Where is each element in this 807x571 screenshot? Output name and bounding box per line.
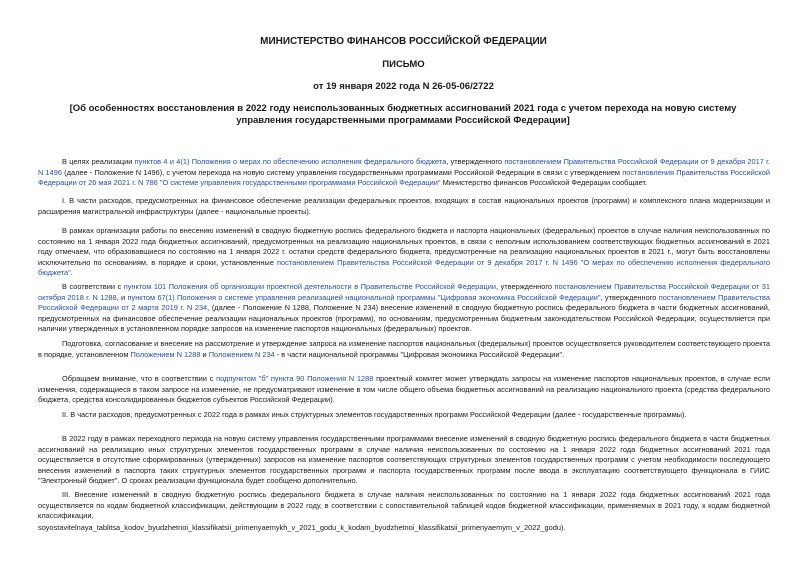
paragraph-section-2: II. В части расходов, предусмотренных с 2022 года в рамках иных структурных элементов государственных программ Российской Федерации (далее - государственные программы).	[62, 410, 687, 419]
paragraph-request-preparation: Подготовка, согласование и внесение на рассмотрение и утверждение запроса на изменение паспортов национальных (федеральных) проектов осуществляется руководителем соответствующего проекта в порядке, установленном Положением N 1288 и Положением N 234 - в части национальной программы "Цифровая экономика Российской Федерации".	[38, 339, 770, 359]
ministry-heading: МИНИСТЕРСТВО ФИНАНСОВ РОССИЙСКОЙ ФЕДЕРАЦИИ	[260, 36, 547, 47]
link-point-101[interactable]: пунктом 101 Положения об организации проектной деятельности в Правительстве Российской Федерации	[123, 282, 496, 291]
link-subpoint-b-90[interactable]: подпунктом "б" пункта 90 Положения N 1288	[216, 374, 374, 383]
paragraph-project-activity: В соответствии с пунктом 101 Положения об организации проектной деятельности в Правительстве Российской Федерации, утвержденного постановлением Правительства Российской Федерации от 31 октября 2018 г. N 1288, и пунктом 67(1) Положения о системе управления реализацией национальной программы "Цифровая экономика Российской Федерации", утвержденного постановлением Правительства Российской Федерации от 2 марта 2019 г. N 234, (далее - Положение N 1288, Положение N 234) внесение изменений в сводную бюджетную роспись федерального бюджета в части бюджетных ассигнований, предусмотренных на финансовое обеспечение реализации национальных проектов (программ), по основаниям, предусмотренным бюджетным законодательством Российской Федерации, осуществляется при наличии утвержденных в установленном порядке запросов на изменение паспортов национальных (федеральных) проектов.	[38, 282, 771, 333]
paragraph-section-3: III. Внесение изменений в сводную бюджетную роспись федерального бюджета в случае наличия неиспользованных по состоянию на 1 января 2022 года бюджетных ассигнований 2021 года осуществляется по кодам бюджетной классификации, действующим в 2022 году, в соответствии с сопоставительной таблицей кодов бюджетной классификации, применяемых в 2021 году, к кодам бюджетной классификации,	[38, 490, 770, 520]
link-point-67-1[interactable]: пунктом 67(1) Положения о системе управления реализацией национальной программы "Цифровая экономика Российской Федерации"	[127, 292, 601, 302]
paragraph-transition-period: В 2022 году в рамках переходного периода на новую систему управления государственными программами внесение изменений в сводную бюджетную роспись федерального бюджета в части бюджетных ассигнований на реализацию иных структурных элементов государственных программ в случае наличия неиспользованных по состоянию на 1 января 2022 года бюджетных ассигнований 2021 года осуществляется в отсутствие сформированных (утвержденных) запросов на изменение паспортов соответствующих структурных элементов государственных программ с учетом необходимости последующего внесения изменений в паспорта таких структурных элементов государственных программ и паспорта государственных программ после ввода в эксплуатацию соответствующего функционала в ГИИС "Электронный бюджет". О сроках реализации функционала будет сообщено дополнительно.	[38, 434, 770, 485]
paragraph-attention: Обращаем внимание, что в соответствии с подпунктом "б" пункта 90 Положения N 1288 проектный комитет может утверждать запросы на изменение паспортов национальных проектов, в случае если изменения, содержащиеся в таком запросе на изменение, не предусматривают изменение в том числе общего объема бюджетных ассигнований на реализацию национального проекта (средства федерального бюджета, средства консолидированных бюджетов субъектов Российской Федерации).	[38, 374, 770, 404]
link-decree-1496[interactable]: постановлением Правительства Российской Федерации от 9 декабря 2017 г. N 1496	[38, 157, 771, 177]
link-decree-234[interactable]: постановлением Правительства Российской Федерации от 2 марта 2019 г. N 234	[38, 292, 771, 312]
link-decree-1288[interactable]: постановлением Правительства Российской Федерации от 31 октября 2018 г. N 1288	[38, 282, 771, 302]
link-decree-1496-measures[interactable]: постановлением Правительства Российской Федерации от 9 декабря 2017 г. N 1496 "О мерах по обеспечению исполнения федерального бюджета"	[38, 257, 770, 277]
link-regulation-points[interactable]: пунктов 4 и 4(1) Положения о мерах по обеспечению исполнения федерального бюджета	[134, 157, 447, 166]
paragraph-budget-reallocation: В рамках организации работы по внесению изменений в сводную бюджетную роспись федерального бюджета и паспорта национальных (федеральных) проектов в случае наличия неиспользованных по состоянию на 1 января 2022 года бюджетных ассигнований, предусмотренных на реализацию национальных проектов, в связи с неполным использованием соответствующих бюджетных ассигнований в 2021 году отмечаем, что образовавшиеся по состоянию на 1 января 2022 г. остатки средств федерального бюджета, предусмотренные на реализацию национальных проектов в 2021 г., могут быть восстановлены исключительно по основаниям, в порядке и сроки, установленные постановлением Правительства Российской Федерации от 9 декабря 2017 г. N 1496 "О мерах по обеспечению исполнения федерального бюджета".	[38, 226, 770, 277]
link-regulation-234[interactable]: Положением N 234	[208, 349, 275, 359]
link-regulation-1288[interactable]: Положением N 1288	[130, 349, 201, 359]
paragraph-table-reference: soyostavitelnaya_tablitsa_kodov_byudzhetnoi_klassifikatsii_primenyaemykh_v_2021_godu_k_kodam_byudzhetnoi_klassifikatsii_primenyaemym_v_2022_godu).	[38, 523, 566, 532]
paragraph-section-1: I. В части расходов, предусмотренных на финансовое обеспечение реализации федеральных проектов, входящих в состав национальных проектов (программ) и комплексного плана модернизации и расширения магистральной инфраструктуры (далее - национальные проекты).	[38, 196, 770, 216]
document-title: [Об особенностях восстановления в 2022 году неиспользованных бюджетных ассигнований 2021 года с учетом перехода на новую систему управления государственными программами Российской Федерации]	[69, 103, 737, 126]
paragraph-intro: В целях реализации пунктов 4 и 4(1) Положения о мерах по обеспечению исполнения федерального бюджета, утвержденного постановлением Правительства Российской Федерации от 9 декабря 2017 г. N 1496 (далее - Положение N 1496), с учетом перехода на новую систему управления государственными программами Российской Федерации в связи с утверждением постановления Правительства Российской Федерации от 26 мая 2021 г. N 786 "О системе управления государственными программами Российской Федерации" Министерство финансов Российской Федерации сообщает.	[38, 157, 771, 187]
date-number-heading: от 19 января 2022 года N 26-05-06/2722	[313, 81, 494, 92]
link-decree-786[interactable]: постановления Правительства Российской Федерации от 26 мая 2021 г. N 786 "О системе управления государственными программами Российской Федерации"	[38, 167, 770, 187]
doc-type-heading: ПИСЬМО	[382, 59, 425, 70]
